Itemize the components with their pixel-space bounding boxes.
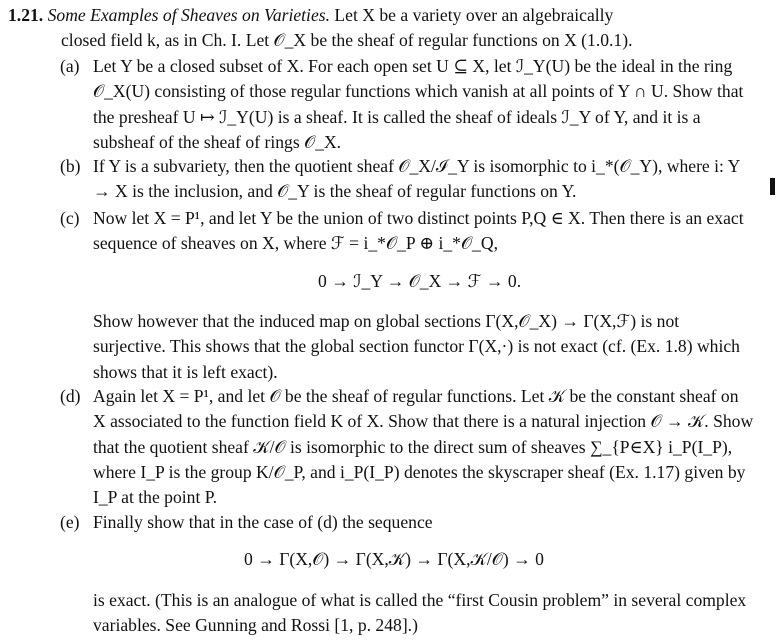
part-text: Now let X = P¹, and let Y be the union of two distinct points P,Q ∈ X. Then there is an exact sequence of sheaves on X, where ℱ = i_*𝒪_P ⊕ i_*𝒪_Q, [93,208,744,254]
text-cursor-marker [770,178,775,195]
global-sections-sequence-display: 0 → Γ(X,𝒪) → Γ(X,𝒦) → Γ(X,𝒦/𝒪) → 0 [244,549,544,569]
part-label: (d) [60,386,81,406]
exercise-part-d [60,384,754,510]
exercise-part-a [60,54,754,155]
exercise-title: Some Examples of Sheaves on Varieties. [47,5,331,25]
part-label: (c) [60,208,80,228]
intro-line-1: Let X be a variety over an algebraically [334,5,614,25]
part-label: (b) [60,156,81,176]
part-text: If Y is a subvariety, then the quotient sheaf 𝒪_X/ℐ_Y is isomorphic to i_*(𝒪_Y), where i: Y → X is the inclusion, and 𝒪_Y is the sheaf of regular functions on Y. [93,156,740,202]
exercise-number: 1.21. [8,5,44,25]
intro-line-2: closed field k, as in Ch. I. Let 𝒪_X be the sheaf of regular functions on X (1.0.1). [61,30,633,51]
exercise-part-b [60,154,754,205]
part-text: Finally show that in the case of (d) the sequence [93,512,433,532]
part-text: Let Y be a closed subset of X. For each open set U ⊆ X, let ℐ_Y(U) be the ideal in the ring 𝒪_X(U) consisting of those regular functions which vanish at all points of Y ∩ U. Show that the presheaf U ↦ ℐ_Y(U) is a sheaf. It is called the sheaf of ideals ℐ_Y of Y, and it is a subsheaf of the sheaf of rings 𝒪_X. [93,56,744,152]
part-c-continuation: Show however that the induced map on global sections Γ(X,𝒪_X) → Γ(X,ℱ) is not surjective. This shows that the global section functor Γ(X,·) is not exact (cf. (Ex. 1.8) which shows that it is left exact). [93,311,740,382]
exact-sequence-display: 0 → ℐ_Y → 𝒪_X → ℱ → 0. [318,271,522,291]
part-e-continuation: is exact. (This is an analogue of what is called the “first Cousin problem” in several complex variables. See Gunning and Rossi [1, p. 248].) [93,590,747,636]
part-text: Again let X = P¹, and let 𝒪 be the sheaf of regular functions. Let 𝒦 be the constant sheaf on X associated to the function field K of X. Show that there is a natural injection 𝒪 → 𝒦. Show that the quotient sheaf 𝒦/𝒪 is isomorphic to the direct sum of sheaves ∑_{P∈X} i_P(I_P), where I_P is the group K/𝒪_P, and i_P(I_P) denotes the skyscraper sheaf (Ex. 1.17) given by I_P at the point P. [93,386,754,508]
part-label: (e) [60,512,80,532]
exercise-intro [8,3,766,54]
exercise-part-c [60,206,754,257]
part-label: (a) [60,56,80,76]
exercise-part-e [60,510,754,535]
